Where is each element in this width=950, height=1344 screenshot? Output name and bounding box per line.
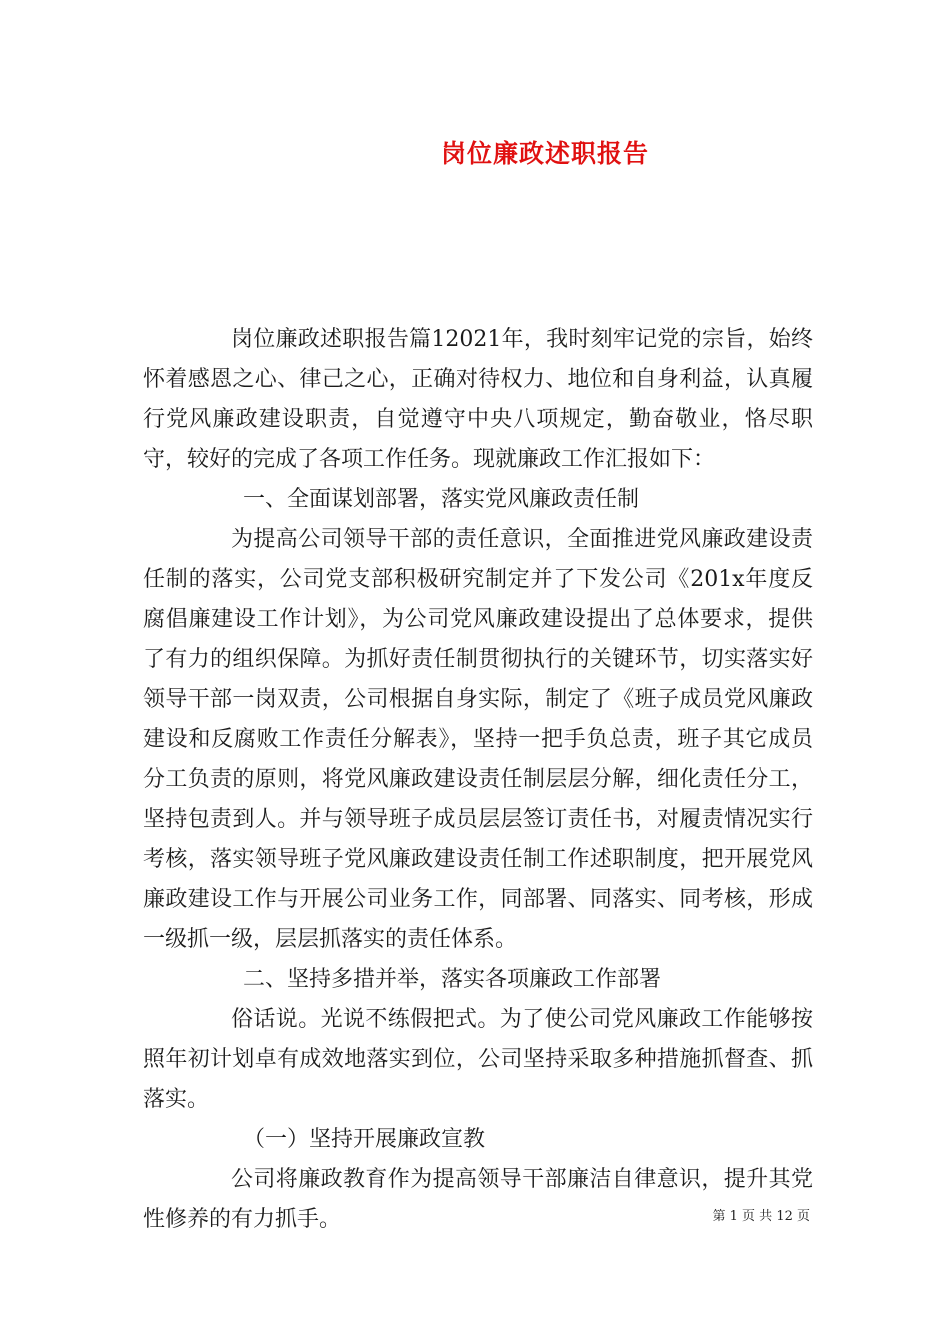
section-1-paragraph: 为提高公司领导干部的责任意识，全面推进党风廉政建设责任制的落实，公司党支部积极研究制定并了下发公司《201x年度反腐倡廉建设工作计划》，为公司党风廉政建设提出了总体要求，提供了有力的组织保障。为抓好责任制贯彻执行的关键环节，切实落实好领导干部一岗双责，公司根据自身实际，制定了《班子成员党风廉政建设和反腐败工作责任分解表》，坚持一把手负总责，班子其它成员分工负责的原则，将党风廉政建设责任制层层分解，细化责任分工，坚持包责到人。并与领导班子成员层层签订责任书，对履责情况实行考核，落实领导班子党风廉政建设责任制工作述职制度，把开展党风廉政建设工作与开展公司业务工作，同部署、同落实、同考核，形成一级抓一级，层层抓落实的责任体系。: [143, 527, 813, 952]
document-body: [143, 320, 813, 1240]
page-footer: 第 1 页 共 12 页: [712, 1209, 810, 1224]
section-heading-1: 一、全面谋划部署，落实党风廉政责任制: [243, 487, 640, 512]
intro-paragraph: 岗位廉政述职报告篇12021年，我时刻牢记党的宗旨，始终怀着感恩之心、律己之心，正确对待权力、地位和自身利益，认真履行党风廉政建设职责，自觉遵守中央八项规定，勤奋敬业，恪尽职守，较好的完成了各项工作任务。现就廉政工作汇报如下：: [143, 327, 813, 472]
section-heading-2: 二、坚持多措并举，落实各项廉政工作部署: [243, 967, 662, 992]
subsection-heading-1: （一）坚持开展廉政宣教: [243, 1127, 486, 1152]
document-title: 岗位廉政述职报告: [440, 139, 649, 168]
subsection-1-paragraph: 公司将廉政教育作为提高领导干部廉洁自律意识，提升其党性修养的有力抓手。: [143, 1167, 813, 1232]
section-2-paragraph: 俗话说。光说不练假把式。为了使公司党风廉政工作能够按照年初计划卓有成效地落实到位，公司坚持采取多种措施抓督查、抓落实。: [143, 1007, 813, 1112]
